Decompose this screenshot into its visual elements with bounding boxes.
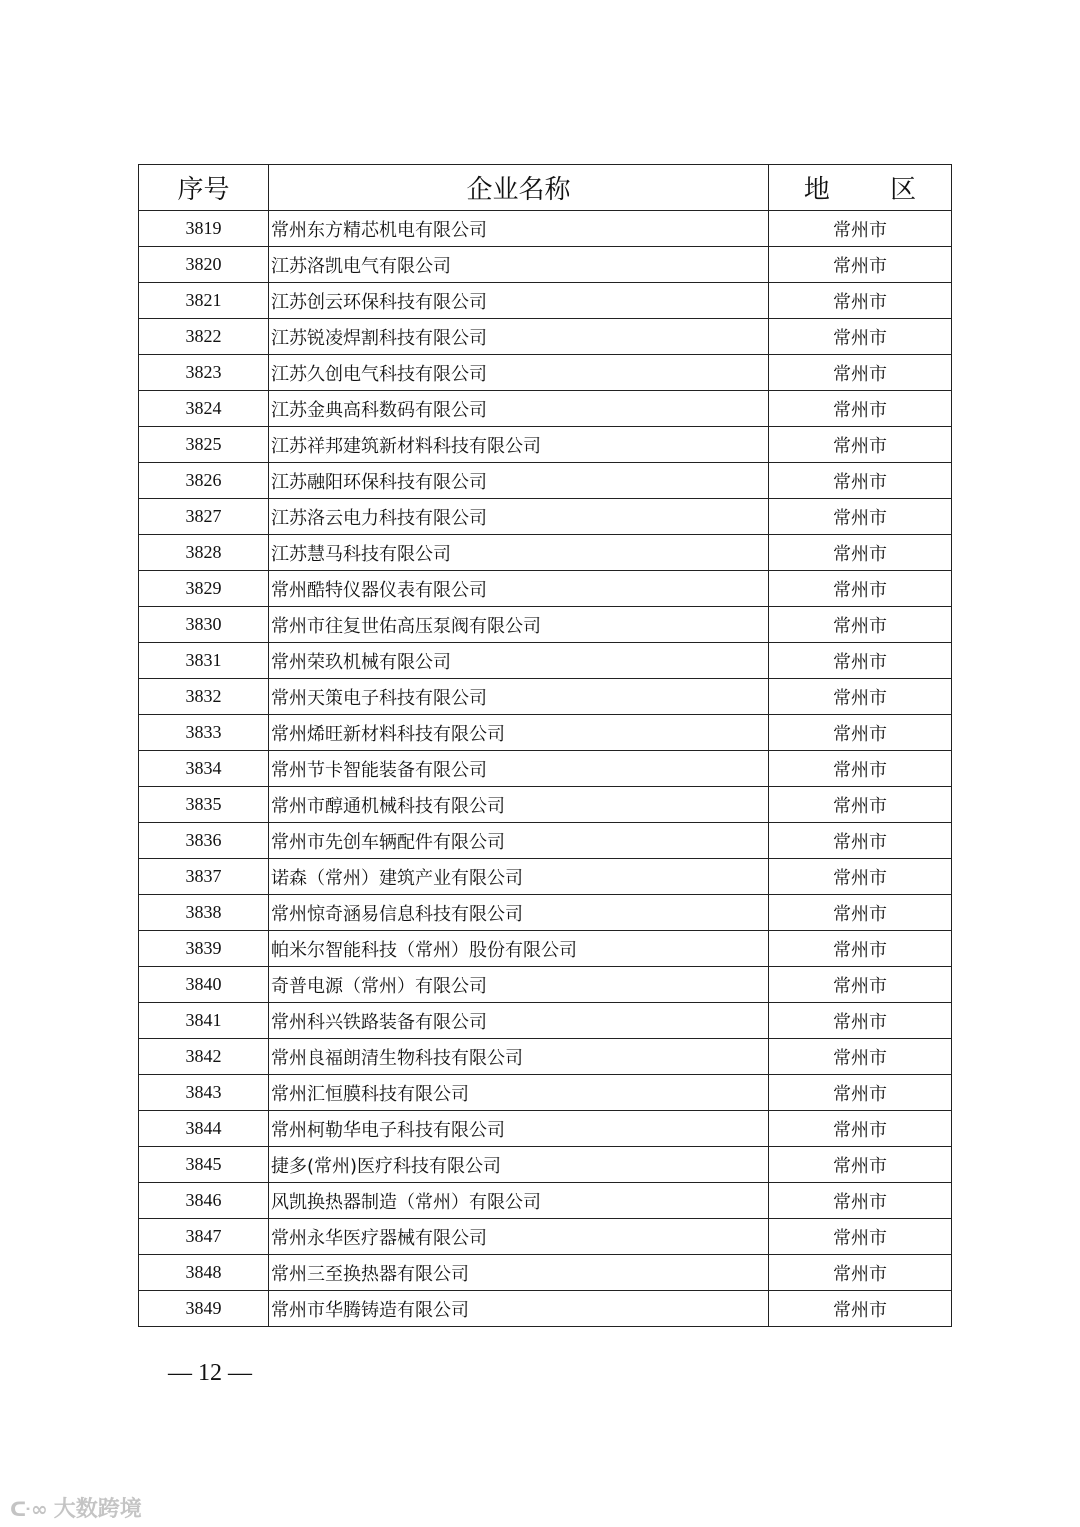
row-region: 常州市 (769, 787, 952, 823)
row-region: 常州市 (769, 1291, 952, 1327)
table-row (139, 319, 952, 355)
row-company-name: 常州荣玖机械有限公司 (269, 643, 769, 679)
row-index: 3831 (139, 643, 269, 679)
header-index: 序号 (139, 165, 269, 211)
row-region: 常州市 (769, 1003, 952, 1039)
row-index: 3834 (139, 751, 269, 787)
table-row (139, 571, 952, 607)
header-company-name: 企业名称 (269, 165, 769, 211)
enterprise-list-sheet (138, 164, 952, 1327)
table-row (139, 931, 952, 967)
row-index: 3823 (139, 355, 269, 391)
row-index: 3843 (139, 1075, 269, 1111)
row-company-name: 常州酷特仪器仪表有限公司 (269, 571, 769, 607)
row-region: 常州市 (769, 1219, 952, 1255)
table-row (139, 1147, 952, 1183)
row-company-name: 常州三至换热器有限公司 (269, 1255, 769, 1291)
row-index: 3836 (139, 823, 269, 859)
watermark (10, 1492, 142, 1523)
row-index: 3842 (139, 1039, 269, 1075)
row-index: 3828 (139, 535, 269, 571)
row-index: 3827 (139, 499, 269, 535)
row-index: 3849 (139, 1291, 269, 1327)
row-company-name: 常州节卡智能装备有限公司 (269, 751, 769, 787)
row-index: 3819 (139, 211, 269, 247)
row-index: 3839 (139, 931, 269, 967)
row-company-name: 常州市往复世佑高压泵阀有限公司 (269, 607, 769, 643)
row-index: 3820 (139, 247, 269, 283)
row-region: 常州市 (769, 643, 952, 679)
enterprise-table (138, 164, 952, 1327)
row-region: 常州市 (769, 967, 952, 1003)
row-company-name: 江苏融阳环保科技有限公司 (269, 463, 769, 499)
row-company-name: 常州永华医疗器械有限公司 (269, 1219, 769, 1255)
row-index: 3846 (139, 1183, 269, 1219)
header-region: 地 区 (769, 165, 952, 211)
row-region: 常州市 (769, 1039, 952, 1075)
row-company-name: 常州烯旺新材料科技有限公司 (269, 715, 769, 751)
row-company-name: 常州天策电子科技有限公司 (269, 679, 769, 715)
table-body (139, 211, 952, 1327)
row-company-name: 常州科兴铁路装备有限公司 (269, 1003, 769, 1039)
table-row (139, 859, 952, 895)
row-region: 常州市 (769, 859, 952, 895)
loop-logo-icon: ᑢ∞ (10, 1497, 48, 1521)
table-row (139, 751, 952, 787)
row-region: 常州市 (769, 247, 952, 283)
table-header-row (139, 165, 952, 211)
row-company-name: 常州市华腾铸造有限公司 (269, 1291, 769, 1327)
table-row (139, 211, 952, 247)
row-company-name: 风凯换热器制造（常州）有限公司 (269, 1183, 769, 1219)
row-region: 常州市 (769, 895, 952, 931)
row-region: 常州市 (769, 391, 952, 427)
table-row (139, 967, 952, 1003)
row-company-name: 常州东方精芯机电有限公司 (269, 211, 769, 247)
table-row (139, 895, 952, 931)
row-region: 常州市 (769, 1147, 952, 1183)
watermark-text: 大数跨境 (53, 1497, 142, 1522)
row-company-name: 江苏洛云电力科技有限公司 (269, 499, 769, 535)
row-company-name: 江苏慧马科技有限公司 (269, 535, 769, 571)
row-region: 常州市 (769, 355, 952, 391)
row-region: 常州市 (769, 211, 952, 247)
row-region: 常州市 (769, 1075, 952, 1111)
row-index: 3835 (139, 787, 269, 823)
row-company-name: 捷多(常州)医疗科技有限公司 (269, 1147, 769, 1183)
table-row (139, 715, 952, 751)
row-company-name: 江苏洛凯电气有限公司 (269, 247, 769, 283)
page-number: — 12 — (168, 1360, 252, 1386)
table-row (139, 1003, 952, 1039)
table-row (139, 427, 952, 463)
table-row (139, 1075, 952, 1111)
row-index: 3825 (139, 427, 269, 463)
row-region: 常州市 (769, 499, 952, 535)
row-company-name: 江苏金典高科数码有限公司 (269, 391, 769, 427)
row-index: 3829 (139, 571, 269, 607)
row-region: 常州市 (769, 607, 952, 643)
row-company-name: 常州汇恒膜科技有限公司 (269, 1075, 769, 1111)
row-company-name: 常州市醇通机械科技有限公司 (269, 787, 769, 823)
row-region: 常州市 (769, 823, 952, 859)
table-row (139, 1039, 952, 1075)
row-region: 常州市 (769, 1255, 952, 1291)
row-region: 常州市 (769, 715, 952, 751)
table-row (139, 823, 952, 859)
row-region: 常州市 (769, 751, 952, 787)
row-index: 3847 (139, 1219, 269, 1255)
table-row (139, 787, 952, 823)
row-index: 3838 (139, 895, 269, 931)
row-index: 3841 (139, 1003, 269, 1039)
row-region: 常州市 (769, 679, 952, 715)
row-company-name: 常州良福朗清生物科技有限公司 (269, 1039, 769, 1075)
row-company-name: 常州柯勒华电子科技有限公司 (269, 1111, 769, 1147)
row-company-name: 江苏锐凌焊割科技有限公司 (269, 319, 769, 355)
row-company-name: 常州市先创车辆配件有限公司 (269, 823, 769, 859)
row-index: 3826 (139, 463, 269, 499)
row-index: 3848 (139, 1255, 269, 1291)
row-index: 3833 (139, 715, 269, 751)
row-region: 常州市 (769, 1111, 952, 1147)
table-row (139, 355, 952, 391)
row-company-name: 诺森（常州）建筑产业有限公司 (269, 859, 769, 895)
table-row (139, 535, 952, 571)
row-region: 常州市 (769, 535, 952, 571)
row-index: 3844 (139, 1111, 269, 1147)
table-row (139, 1183, 952, 1219)
table-row (139, 679, 952, 715)
row-company-name: 江苏祥邦建筑新材料科技有限公司 (269, 427, 769, 463)
row-region: 常州市 (769, 571, 952, 607)
row-company-name: 江苏创云环保科技有限公司 (269, 283, 769, 319)
row-region: 常州市 (769, 463, 952, 499)
row-index: 3822 (139, 319, 269, 355)
table-row (139, 1255, 952, 1291)
row-index: 3840 (139, 967, 269, 1003)
row-company-name: 奇普电源（常州）有限公司 (269, 967, 769, 1003)
row-index: 3824 (139, 391, 269, 427)
table-row (139, 499, 952, 535)
row-region: 常州市 (769, 283, 952, 319)
row-company-name: 常州惊奇涵易信息科技有限公司 (269, 895, 769, 931)
row-region: 常州市 (769, 931, 952, 967)
table-row (139, 391, 952, 427)
table-row (139, 643, 952, 679)
row-index: 3845 (139, 1147, 269, 1183)
table-row (139, 1291, 952, 1327)
table-row (139, 283, 952, 319)
table-row (139, 1219, 952, 1255)
row-region: 常州市 (769, 1183, 952, 1219)
table-row (139, 247, 952, 283)
row-index: 3830 (139, 607, 269, 643)
row-index: 3837 (139, 859, 269, 895)
row-region: 常州市 (769, 319, 952, 355)
table-row (139, 607, 952, 643)
row-region: 常州市 (769, 427, 952, 463)
table-row (139, 463, 952, 499)
row-index: 3821 (139, 283, 269, 319)
row-index: 3832 (139, 679, 269, 715)
row-company-name: 帕米尔智能科技（常州）股份有限公司 (269, 931, 769, 967)
row-company-name: 江苏久创电气科技有限公司 (269, 355, 769, 391)
table-row (139, 1111, 952, 1147)
